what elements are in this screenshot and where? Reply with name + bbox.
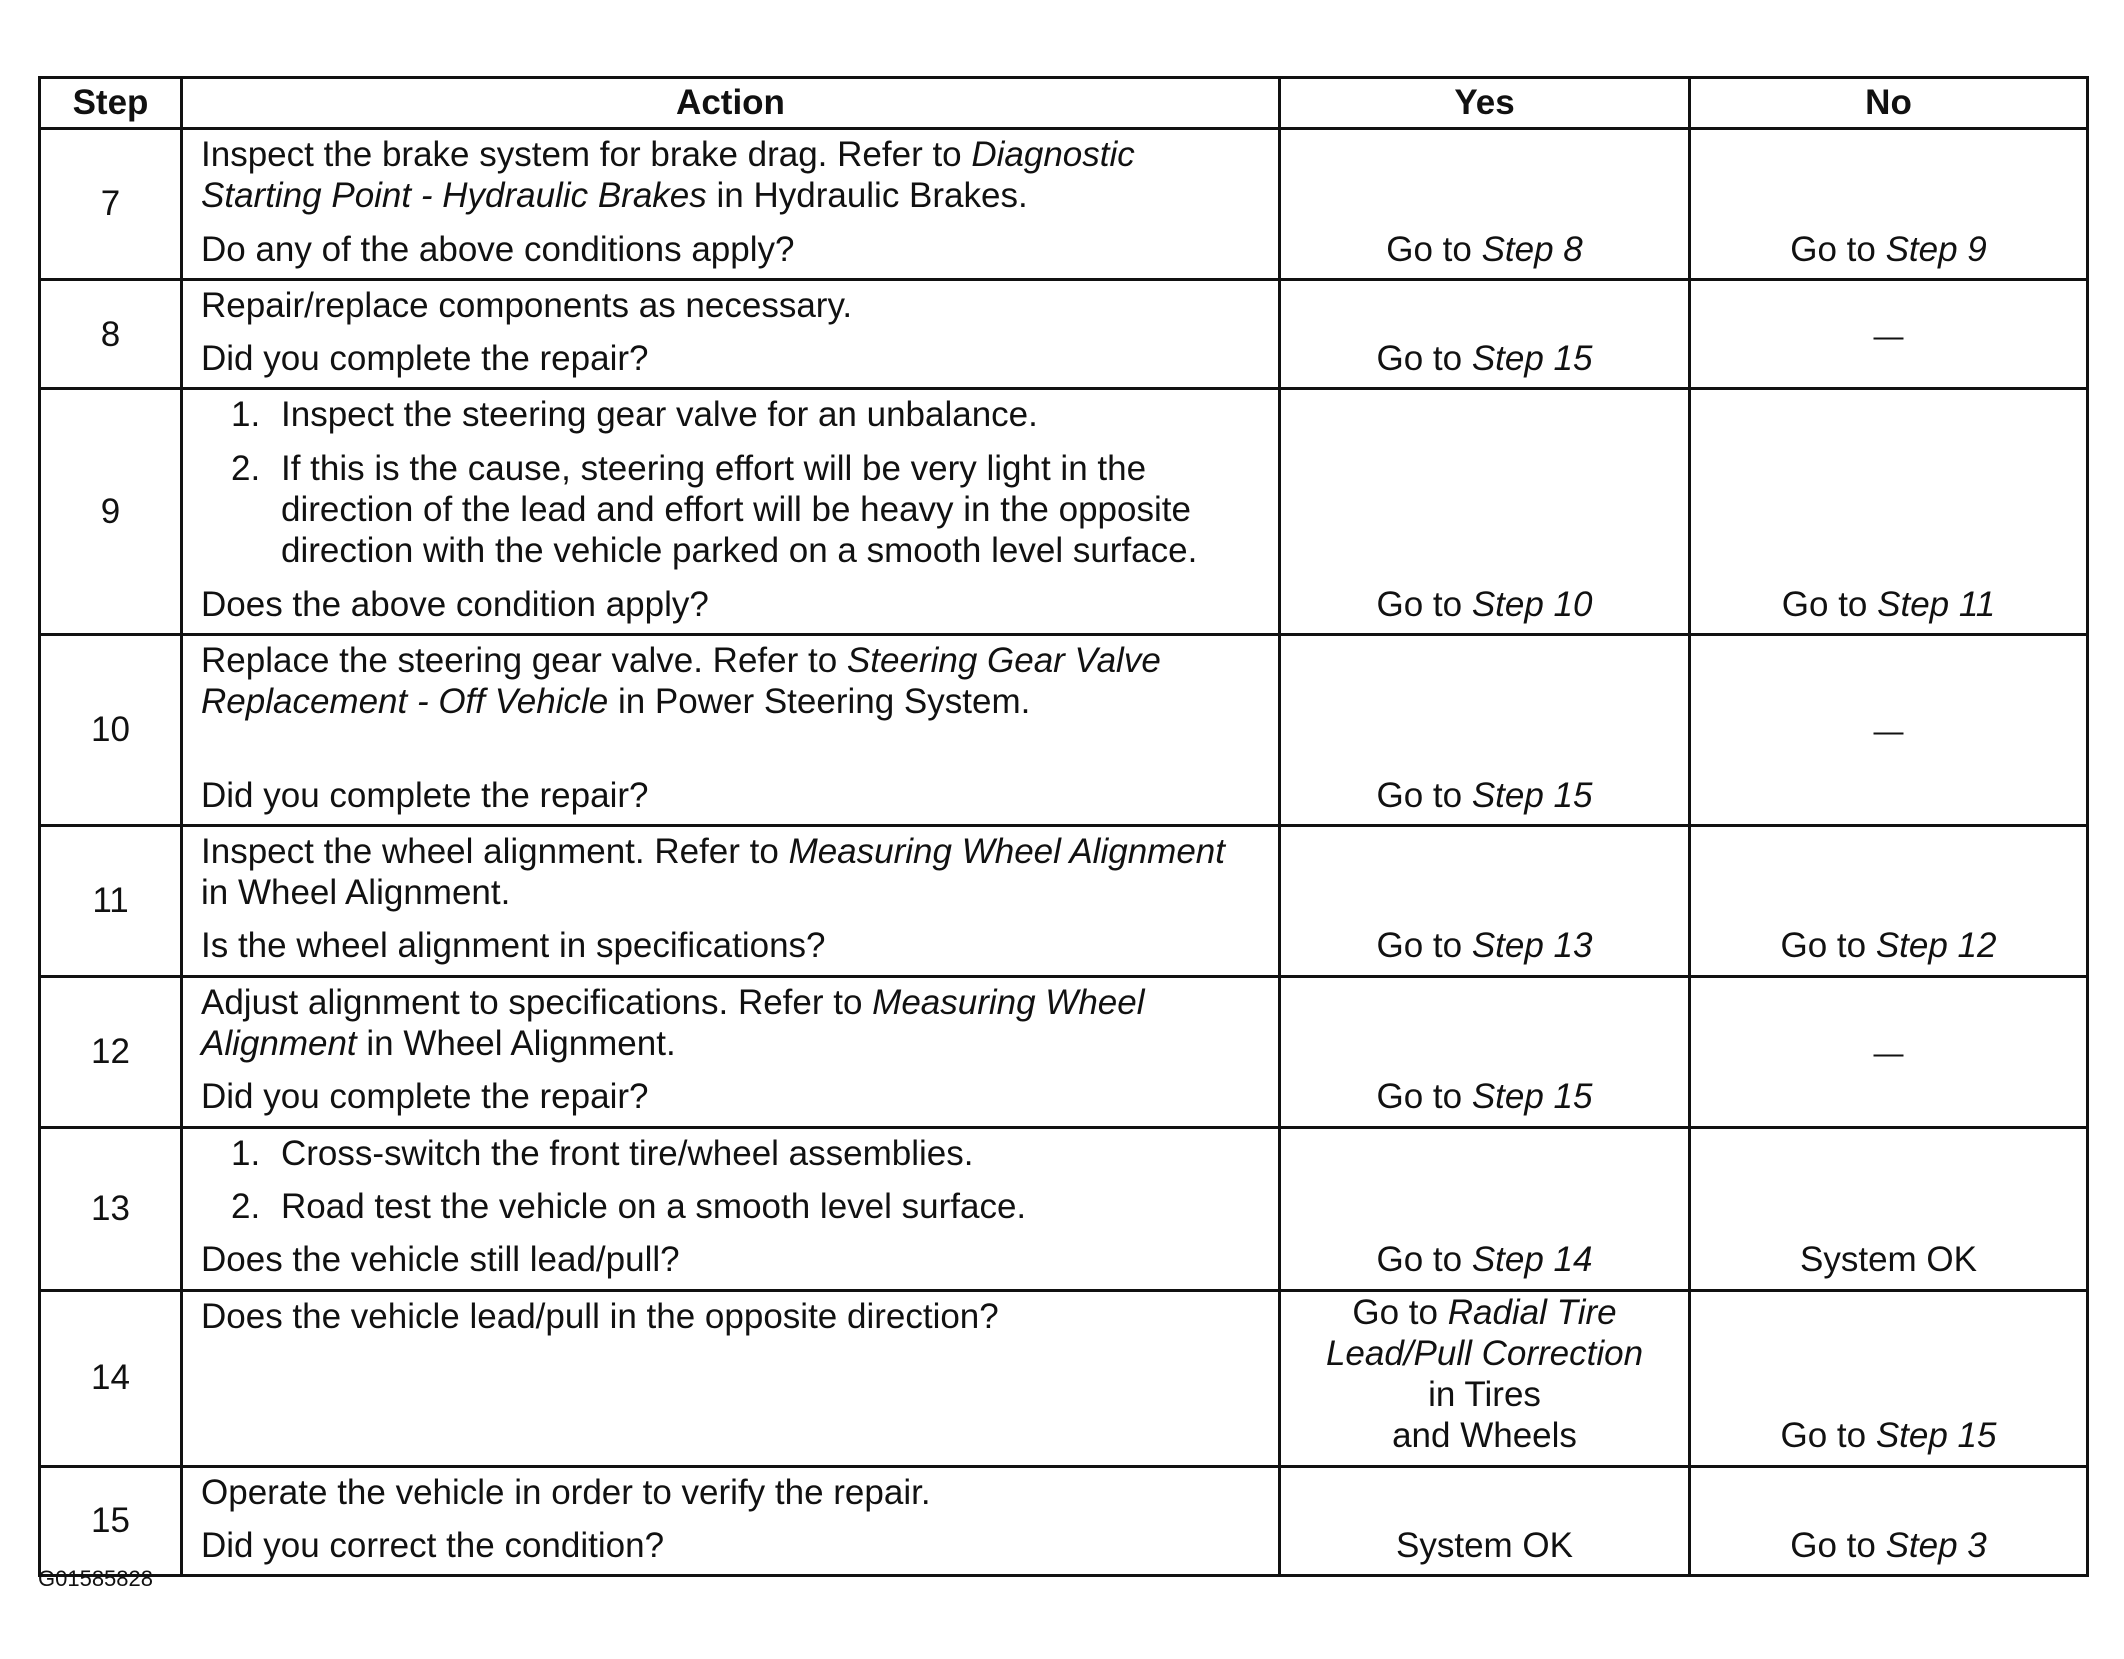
step-link: Step 15 (1875, 1416, 1997, 1456)
figure-id: G01585828 (38, 1566, 153, 1591)
header-yes: Yes (1280, 78, 1690, 129)
no-cell: Go to Step 3 (1690, 1466, 2088, 1576)
no-cell (1690, 279, 2088, 389)
action-text: Inspect the brake system for brake drag. Refer to Diagnostic Starting Point - Hydraulic Brakes in Hydraulic Brakes. (201, 135, 1135, 216)
step-link: Step 9 (1885, 229, 1987, 269)
step-number: 13 (40, 1127, 182, 1290)
numbered-item: 2. If this is the cause, steering effort will be very light in the direction of the lead and effort will be heavy in the opposite direction with the vehicle parked on a smooth level surface. (231, 448, 1198, 571)
step-link: Step 11 (1877, 584, 1996, 624)
numbered-item: 2. Road test the vehicle on a smooth level surface. (231, 1186, 1027, 1226)
action-question: Did you correct the condition? (201, 1526, 665, 1566)
step-link: Step 15 (1471, 775, 1593, 815)
action-cell (182, 825, 1280, 976)
step-number: 10 (40, 634, 182, 825)
action-question: Does the above condition apply? (201, 584, 709, 624)
action-question: Does the vehicle lead/pull in the opposite direction? (201, 1296, 999, 1336)
reference-link: Steering Gear Valve Replacement - Off Vehicle (201, 640, 1161, 722)
table-row (40, 279, 2088, 389)
yes-cell: Go to Step 8 (1280, 129, 1690, 280)
action-cell (182, 129, 1280, 280)
table-row (40, 1290, 2088, 1466)
header-action: Action (182, 78, 1280, 129)
numbered-item: 1. Inspect the steering gear valve for an unbalance. (231, 395, 1038, 435)
action-text: Replace the steering gear valve. Refer to Steering Gear Valve Replacement - Off Vehicle in Power Steering System. (201, 640, 1161, 722)
step-number: 15 (40, 1466, 182, 1576)
yes-cell: Go to Step 15 (1280, 279, 1690, 389)
action-question: Did you complete the repair? (201, 339, 649, 379)
no-cell (1690, 634, 2088, 825)
diagnostic-table (38, 76, 2089, 1577)
step-link: Step 12 (1875, 926, 1997, 966)
table-row (40, 976, 2088, 1127)
reference-link: Radial Tire (1447, 1292, 1617, 1332)
reference-link: Lead/Pull Correction (1325, 1333, 1644, 1373)
header-step: Step (40, 78, 182, 129)
reference-link: Measuring Wheel Alignment (201, 982, 1145, 1064)
table-row (40, 634, 2088, 825)
no-cell (1690, 976, 2088, 1127)
reference-link: Measuring Wheel Alignment (788, 831, 1225, 871)
yes-cell: System OK (1280, 1466, 1690, 1576)
action-cell (182, 1127, 1280, 1290)
table-row (40, 389, 2088, 634)
yes-cell: Go to Step 15 (1280, 976, 1690, 1127)
step-link: Step 13 (1471, 926, 1593, 966)
yes-cell: Go to Step 13 (1280, 825, 1690, 976)
step-number: 14 (40, 1290, 182, 1466)
reference-link: Diagnostic Starting Point - Hydraulic Brakes (201, 135, 1135, 216)
step-number: 7 (40, 129, 182, 280)
step-number: 11 (40, 825, 182, 976)
numbered-item: 1. Cross-switch the front tire/wheel assemblies. (231, 1133, 974, 1173)
no-cell: Go to Step 12 (1690, 825, 2088, 976)
yes-cell: Go to Radial Tire Lead/Pull Correction in Tires and Wheels (1280, 1290, 1690, 1466)
no-cell: Go to Step 15 (1690, 1290, 2088, 1466)
action-cell (182, 1290, 1280, 1466)
table-row (40, 1466, 2088, 1576)
step-link: Step 3 (1885, 1526, 1987, 1566)
action-cell (182, 1466, 1280, 1576)
step-number: 12 (40, 976, 182, 1127)
step-link: Step 15 (1471, 339, 1593, 379)
not-applicable-dash: — (1873, 1037, 1904, 1071)
action-text: Adjust alignment to specifications. Refer to Measuring Wheel Alignment in Wheel Alignment. (201, 982, 1145, 1064)
not-applicable-dash: — (1873, 715, 1904, 749)
header-no: No (1690, 78, 2088, 129)
action-question: Did you complete the repair? (201, 775, 649, 815)
table-row (40, 1127, 2088, 1290)
no-cell: Go to Step 11 (1690, 389, 2088, 634)
action-cell (182, 279, 1280, 389)
action-question: Does the vehicle still lead/pull? (201, 1240, 680, 1280)
yes-cell: Go to Step 14 (1280, 1127, 1690, 1290)
step-link: Step 15 (1471, 1077, 1593, 1117)
table-row (40, 825, 2088, 976)
step-number: 8 (40, 279, 182, 389)
step-link: Step 8 (1481, 229, 1583, 269)
no-cell: System OK (1690, 1127, 2088, 1290)
step-link: Step 10 (1471, 584, 1593, 624)
action-cell (182, 634, 1280, 825)
action-text: Operate the vehicle in order to verify the repair. (201, 1472, 931, 1512)
step-number: 9 (40, 389, 182, 634)
header-row (40, 78, 2088, 129)
action-cell (182, 389, 1280, 634)
not-applicable-dash: — (1873, 319, 1904, 353)
action-question: Is the wheel alignment in specifications? (201, 926, 826, 966)
yes-cell: Go to Step 15 (1280, 634, 1690, 825)
table-row (40, 129, 2088, 280)
action-cell (182, 976, 1280, 1127)
action-question: Do any of the above conditions apply? (201, 229, 795, 269)
action-text: Repair/replace components as necessary. (201, 285, 853, 325)
yes-cell: Go to Step 10 (1280, 389, 1690, 634)
action-text: Inspect the wheel alignment. Refer to Measuring Wheel Alignment in Wheel Alignment. (201, 831, 1225, 913)
no-cell: Go to Step 9 (1690, 129, 2088, 280)
action-question: Did you complete the repair? (201, 1077, 649, 1117)
step-link: Step 14 (1471, 1240, 1593, 1280)
